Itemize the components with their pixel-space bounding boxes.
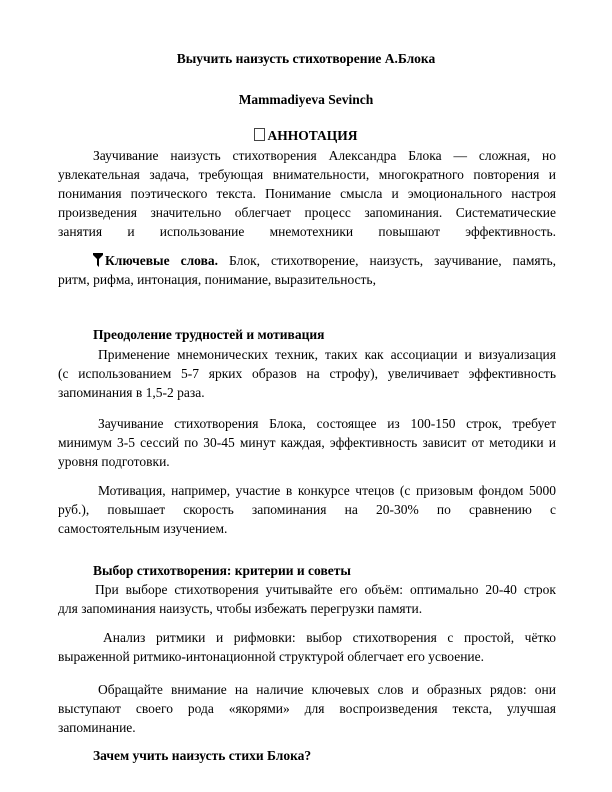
- abstract-line: произведения значительно облегчает процесс запоминания. Систематические: [58, 205, 556, 220]
- text-line: Мотивация, например, участие в конкурсе чтецов (с призовым фондом 5000: [98, 483, 556, 498]
- text-line: Обращайте внимание на наличие ключевых слов и образных рядов: они: [98, 682, 556, 697]
- document-title: Выучить наизусть стихотворение А.Блока: [176, 51, 436, 66]
- text-line: выраженной ритмико-интонационной структурой облегчает его усвоение.: [58, 649, 485, 664]
- abstract-heading-text: АННОТАЦИЯ: [267, 128, 358, 143]
- text-line: руб.), повышает скорость запоминания на 20-30% по сравнению с: [58, 502, 556, 517]
- section-heading-why: Зачем учить наизусть стихи Блока?: [93, 748, 312, 763]
- paragraph-sessions: [58, 414, 556, 471]
- keywords-block: [58, 251, 556, 289]
- text-line: Применение мнемонических техник, таких как ассоциации и визуализация: [98, 347, 556, 362]
- text-line: для запоминания наизусть, чтобы избежать перегрузки памяти.: [58, 601, 423, 616]
- abstract-line: увлекательная задача, требующая внимательности, многократного повторения и: [58, 167, 556, 182]
- abstract-line: понимания поэтического текста. Понимание смысла и эмоционального настроя: [58, 186, 556, 201]
- text-line: (с использованием 5-7 ярких образов на строфу), увеличивает эффективность: [58, 366, 556, 381]
- section-heading-motivation: Преодоление трудностей и мотивация: [93, 327, 325, 342]
- text-line: Анализ ритмики и рифмовки: выбор стихотворения с простой, чётко: [103, 630, 556, 645]
- text-line: запоминания в 1,5-2 раза.: [58, 385, 205, 400]
- keywords-line-2: ритм, рифма, интонация, понимание, выразительность,: [58, 272, 376, 287]
- text-line: уровня подготовки.: [58, 454, 170, 469]
- abstract-heading: [0, 128, 612, 144]
- author-name: Mammadiyeva Sevinch: [238, 92, 374, 107]
- text-line: Заучивание стихотворения Блока, состоящее из 100-150 строк, требует: [98, 416, 556, 431]
- text-line: выступают своего рода «якорями» для воспроизведения текста, улучшая: [58, 701, 556, 716]
- abstract-line: занятия и использование мнемотехники повышают эффективность.: [58, 224, 556, 239]
- text-line: минимум 3-5 сессий по 30-45 минут каждая, эффективность зависит от методики и: [58, 435, 556, 450]
- paragraph-rhythm: [58, 628, 556, 666]
- paragraph-volume: [58, 580, 556, 618]
- abstract-paragraph: [58, 146, 556, 241]
- funnel-icon: [93, 253, 103, 267]
- keywords-line-1: [58, 251, 556, 270]
- text-line: При выборе стихотворения учитывайте его объём: оптимально 20-40 строк: [95, 582, 556, 597]
- paragraph-motivation: [58, 481, 556, 538]
- text-line: самостоятельным изучением.: [58, 521, 228, 536]
- paragraph-keywords-advice: [58, 680, 556, 737]
- section-heading-choice: Выбор стихотворения: критерии и советы: [93, 563, 351, 578]
- keywords-label: Ключевые слова.: [105, 253, 219, 268]
- abstract-line: Заучивание наизусть стихотворения Александра Блока — сложная, но: [93, 148, 556, 163]
- text-line: запоминание.: [58, 720, 136, 735]
- keywords-text: Блок, стихотворение, наизусть, заучивание, память,: [229, 253, 557, 268]
- paragraph-mnemonics: [58, 345, 556, 402]
- empty-box-icon: [254, 128, 265, 141]
